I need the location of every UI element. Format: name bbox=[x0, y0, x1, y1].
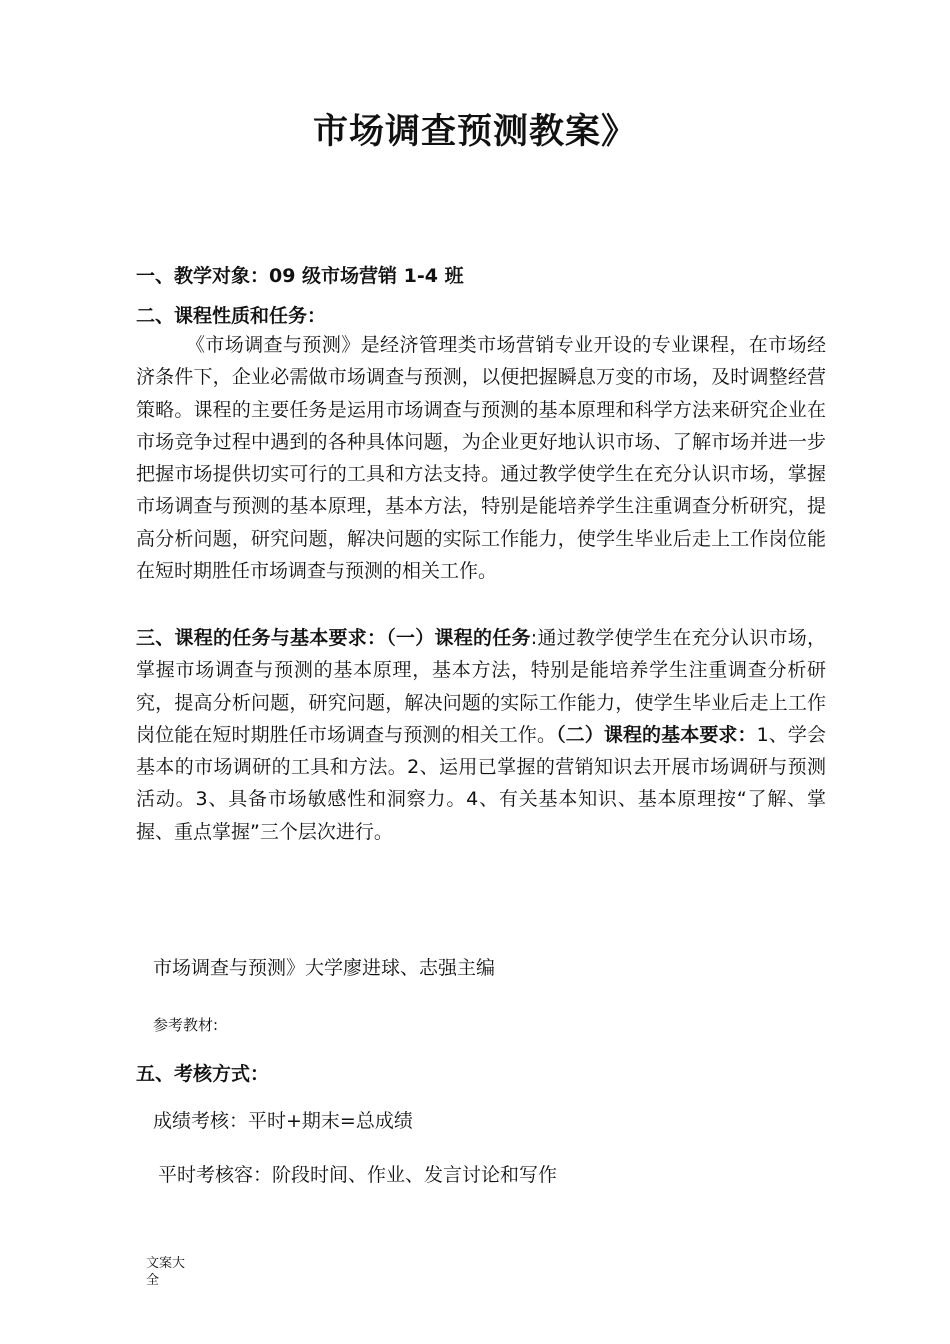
course-nature-paragraph: 《市场调查与预测》是经济管理类市场营销专业开设的专业课程，在市场经济条件下，企业必需做市场调查与预测，以便把握瞬息万变的市场，及时调整经营策略。课程的主要任务是运用市场调查与预测的基本原理和科学方法来研究企业在市场竞争过程中遇到的各种具体问题，为企业更好地认识市场、了解市场并进一步把握市场提供切实可行的工具和方法支持。通过教学使学生在充分认识市场，掌握市场调查与预测的基本原理，基本方法，特别是能培养学生注重调查分析研究，提高分析问题，研究问题，解决问题的实际工作能力，使学生毕业后走上工作岗位能在短时期胜任市场调查与预测的相关工作。 bbox=[136, 334, 826, 583]
section-course-task-heading: 三、课程的任务与基本要求： bbox=[136, 627, 387, 649]
grade-assessment-line: 成绩考核：平时+期末=总成绩 bbox=[153, 1110, 413, 1132]
reference-label: 参考教材: bbox=[153, 1016, 219, 1034]
document-title: 市场调查预测教案》 bbox=[312, 112, 637, 152]
course-task-sub2-text: 1、学会基本的市场调研的工具和方法。2、运用已掌握的营销知识去开展市场调研与预测活动。3、具备市场敏感性和洞察力。4、有关基本知识、基本原理按“了解、掌握、重点掌握”三个层次进行。 bbox=[136, 723, 826, 843]
section-assessment-heading: 五、考核方式： bbox=[136, 1063, 270, 1085]
section-course-nature-heading: 二、课程性质和任务： bbox=[136, 305, 327, 327]
course-task-paragraph bbox=[136, 622, 826, 848]
footer-text: 文案大全 bbox=[146, 1256, 186, 1288]
textbook-line: 市场调查与预测》大学廖进球、志强主编 bbox=[153, 957, 496, 979]
usual-assessment-line: 平时考核容：阶段时间、作业、发言讨论和写作 bbox=[158, 1164, 558, 1186]
course-task-sub1-label: （一）课程的任务 bbox=[386, 627, 531, 649]
course-task-sub1-text: :通过教学使学生在充分认识市场，掌握市场调查与预测的基本原理，基本方法，特别是能培养学生注重调查分析研究，提高分析问题，研究问题，解决问题的实际工作能力，使学生毕业后走上工作岗位能在短时期胜任市场调查与预测的相关工作。 bbox=[136, 627, 826, 746]
section-teaching-target: 一、教学对象：09 级市场营销 1-4 班 bbox=[136, 265, 464, 287]
course-task-sub2-label: （二）课程的基本要求： bbox=[556, 723, 757, 746]
